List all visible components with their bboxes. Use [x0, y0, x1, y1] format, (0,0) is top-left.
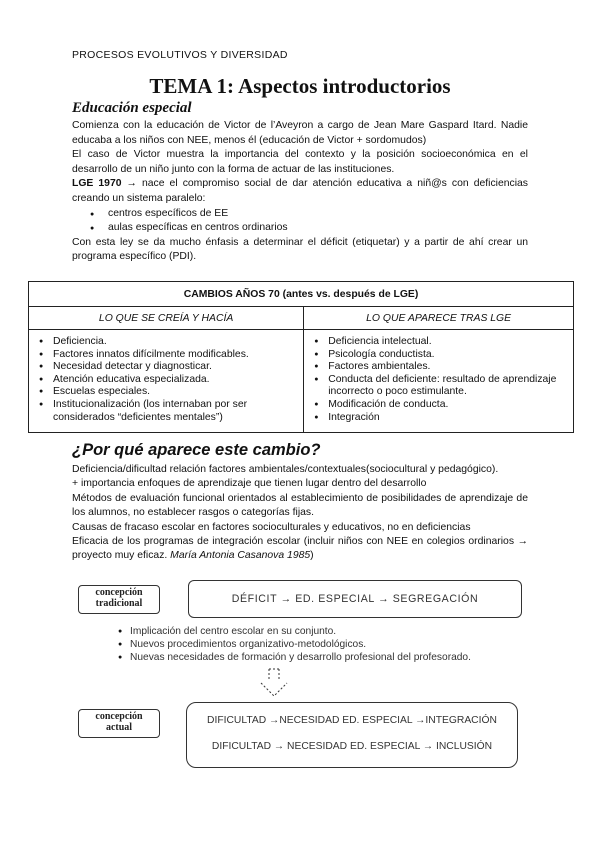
list-item: ● aulas específicas en centros ordinarios	[108, 221, 528, 236]
traditional-flow-text: DÉFICIT → ED. ESPECIAL → SEGREGACIÓN	[231, 593, 479, 605]
section2-line-4: Causas de fracaso escolar en factores socioculturales y educativos, no en deficiencias	[72, 521, 471, 533]
intro-paragraph-2: El caso de Victor muestra la importancia del contexto y la posición socioeconómica en el desarrollo de un niño junto con la forma de actuar de las instituciones.	[72, 149, 528, 175]
lge-bullet-list	[72, 207, 528, 236]
citation: María Antonia Casanova 1985	[167, 550, 311, 562]
changes-table	[28, 281, 574, 433]
section2-line-5	[72, 535, 528, 564]
table-col-left-header: LO QUE SE CREÍA Y HACÍA	[29, 307, 304, 330]
list-item: ● Factores innatos difícilmente modificables.	[53, 349, 299, 362]
lge-text: → nace el compromiso social de dar atención educativa a niñ@s con deficiencias creando un sistema paralelo:	[72, 178, 528, 204]
lge-paragraph	[72, 177, 528, 206]
list-item: ● Atención educativa especializada.	[53, 374, 299, 387]
current-concept-label	[78, 709, 160, 738]
section-heading: ¿Por qué aparece este cambio?	[72, 441, 321, 459]
document-header: PROCESOS EVOLUTIVOS Y DIVERSIDAD	[72, 49, 288, 61]
section2-body	[72, 463, 528, 564]
list-item: ● Conducta del deficiente: resultado de aprendizaje incorrecto o poco estimulante.	[328, 374, 569, 399]
current-flow-line-1: DIFICULTAD →NECESIDAD ED. ESPECIAL →INTEGRACIÓN	[207, 715, 497, 726]
table-col-right-header: LO QUE APARECE TRAS LGE	[304, 307, 574, 330]
diagram-bullet-1: Implicación del centro escolar en su conjunto.	[130, 626, 337, 637]
diagram-bullet-3: Nuevas necesidades de formación y desarrollo profesional del profesorado.	[130, 652, 471, 663]
intro-paragraph-1: Comienza con la educación de Victor de l’Aveyron a cargo de Jean Mare Gaspard Itard. Nadie educaba a los niños con NEE, menos él (educación de Victor + sordomudos)	[72, 120, 528, 146]
lge-label: LGE 1970	[72, 178, 122, 190]
current-flow-line-2: DIFICULTAD → NECESIDAD ED. ESPECIAL → INCLUSIÓN	[211, 741, 493, 752]
list-item: ● Deficiencia.	[53, 336, 299, 349]
bullet-icon: ●	[118, 654, 123, 661]
list-item: ● Deficiencia intelectual.	[328, 336, 569, 349]
section-subtitle: Educación especial	[72, 100, 192, 116]
list-item: ● Modificación de conducta.	[328, 399, 569, 412]
bullet-icon: ●	[118, 641, 123, 648]
label-line: concepción	[95, 711, 143, 722]
bullet-icon: ●	[118, 628, 123, 635]
section2-line-5-text: Eficacia de los programas de integración escolar (incluir niños con NEE en colegios ordinarios → proyecto muy eficaz.	[72, 536, 528, 562]
label-line: actual	[105, 722, 133, 733]
list-item: ● Integración	[328, 412, 569, 425]
list-item: ● Psicología conductista.	[328, 349, 569, 362]
intro-paragraph-3: Con esta ley se da mucho énfasis a determinar el déficit (etiquetar) y a partir de ahí crear un programa específico (PDI).	[72, 236, 528, 263]
list-item: ● centros específicos de EE	[108, 207, 528, 222]
page-title: TEMA 1: Aspectos introductorios	[149, 74, 451, 98]
table-right-cell	[304, 330, 574, 433]
section2-line-5-end: )	[310, 550, 314, 562]
down-arrow-icon	[255, 666, 295, 700]
diagram-bullet-2: Nuevos procedimientos organizativo-metodológicos.	[130, 639, 367, 650]
label-line: concepción	[95, 587, 143, 598]
list-item: ● Escuelas especiales.	[53, 386, 299, 399]
traditional-concept-label	[78, 585, 160, 614]
table-left-cell	[29, 330, 304, 433]
intro-section	[72, 119, 528, 265]
label-line: tradicional	[95, 598, 143, 609]
list-item: ● Factores ambientales.	[328, 361, 569, 374]
current-concept-box	[186, 702, 518, 768]
list-item: ● Institucionalización (los internaban por ser considerados “deficientes mentales”)	[53, 399, 299, 424]
table-title: CAMBIOS AÑOS 70 (antes vs. después de LGE)	[29, 282, 574, 307]
section2-line-1: Deficiencia/dificultad relación factores ambientales/contextuales(sociocultural y pedagógico).	[72, 464, 499, 475]
list-item: ● Necesidad detectar y diagnosticar.	[53, 361, 299, 374]
section2-line-3: Métodos de evaluación funcional orientados al establecimiento de posibilidades de aprendizaje de los alumnos, no establecer rasgos o categorías fijas.	[72, 492, 528, 519]
traditional-concept-box	[188, 580, 522, 618]
section2-line-2: + importancia enfoques de aprendizaje que tienen lugar dentro del desarrollo	[72, 478, 427, 490]
